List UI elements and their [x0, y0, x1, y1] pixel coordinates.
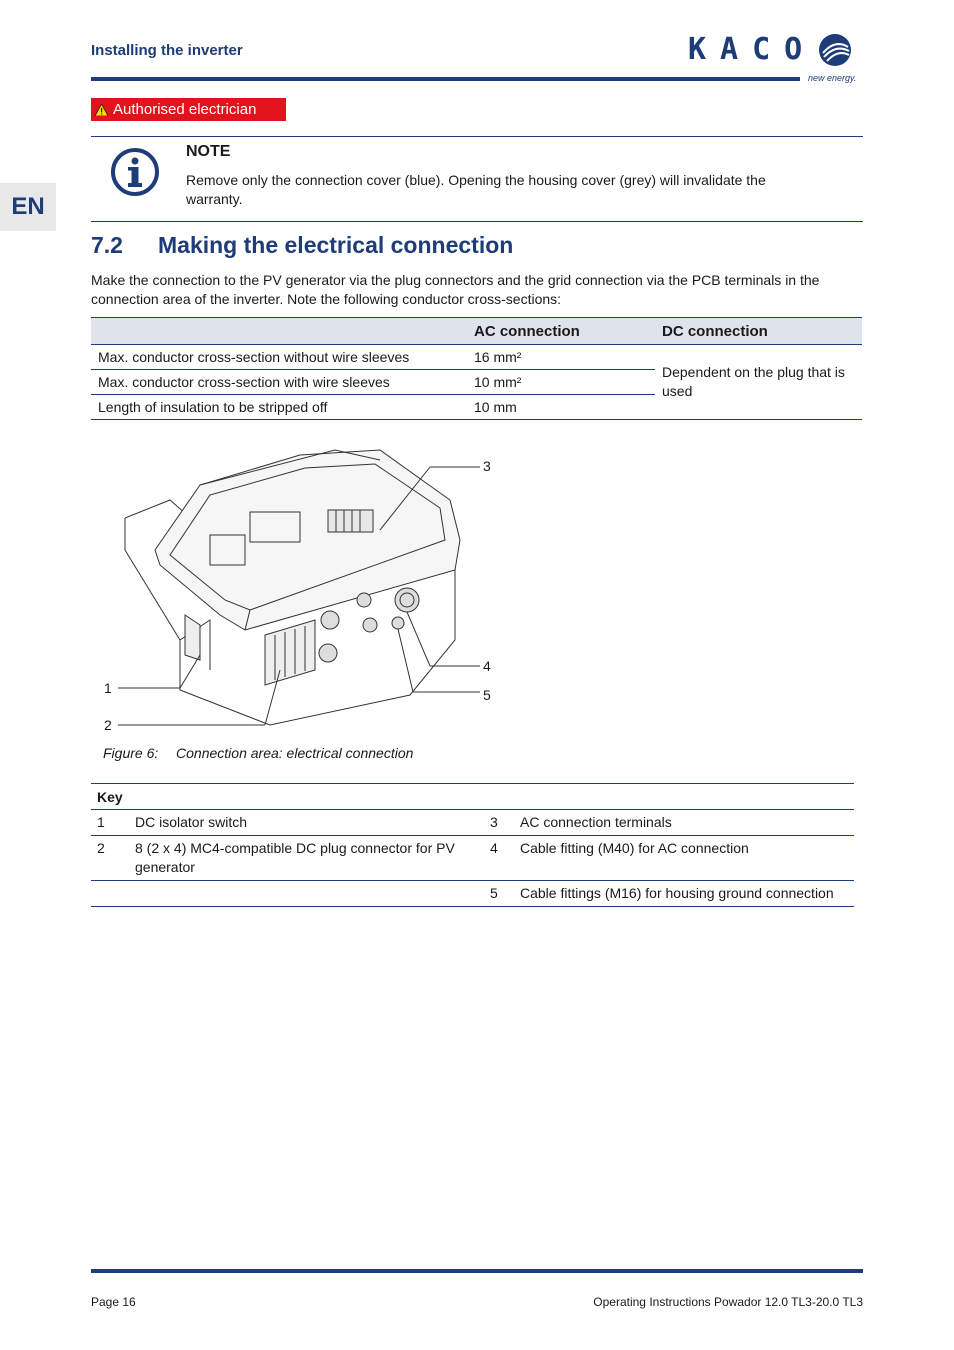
spec-label: Length of insulation to be stripped off: [91, 395, 467, 420]
note-title: NOTE: [186, 143, 231, 160]
header-rule: [91, 77, 800, 81]
key-text: AC connection terminals: [514, 810, 854, 836]
figure-caption: [103, 745, 413, 761]
key-number: 3: [484, 810, 514, 836]
brand-tagline: new energy.: [808, 73, 857, 83]
spec-ac-value: 10 mm: [467, 395, 655, 420]
spec-header-empty: [91, 318, 467, 345]
intro-paragraph: Make the connection to the PV generator via the plug connectors and the grid connection via the PCB terminals in the connection area of the inverter. Note the following conductor cross-sections:: [91, 272, 820, 307]
key-number: 1: [91, 810, 129, 836]
key-text: DC isolator switch: [129, 810, 484, 836]
inverter-connection-drawing: [100, 440, 500, 740]
kaco-swirl-icon: [818, 33, 852, 67]
callout-5: 5: [483, 687, 491, 703]
spec-ac-value: 10 mm²: [467, 370, 655, 395]
key-text: 8 (2 x 4) MC4-compatible DC plug connector for PV generator: [129, 836, 484, 881]
badge-label: Authorised electrician: [113, 101, 257, 118]
table-row: [91, 881, 854, 907]
footer-rule: [91, 1269, 863, 1273]
table-row: [91, 345, 862, 370]
document-title: Operating Instructions Powador 12.0 TL3-20.0 TL3: [593, 1295, 863, 1309]
spec-dc-value: Dependent on the plug that is used: [655, 345, 862, 420]
key-number: 4: [484, 836, 514, 881]
brand-logo: KACO: [688, 32, 817, 67]
section-number: 7.2: [91, 232, 123, 258]
spec-header-dc: DC connection: [655, 318, 862, 345]
page-number: Page 16: [91, 1295, 136, 1309]
key-text: Cable fitting (M40) for AC connection: [514, 836, 854, 881]
warning-triangle-icon: [95, 104, 108, 116]
key-number: 2: [91, 836, 129, 881]
spec-label: Max. conductor cross-section without wire sleeves: [91, 345, 467, 370]
running-header: Installing the inverter: [91, 42, 243, 59]
table-row: [91, 836, 854, 881]
figure-caption-label: Figure 6:: [103, 745, 159, 761]
spec-ac-value: 16 mm²: [467, 345, 655, 370]
callout-1: 1: [104, 680, 112, 696]
key-text: Cable fittings (M16) for housing ground connection: [514, 881, 854, 907]
spec-label: Max. conductor cross-section with wire sleeves: [91, 370, 467, 395]
key-table: [91, 783, 854, 907]
section-title: Making the electrical connection: [158, 232, 514, 258]
key-header: Key: [91, 784, 854, 810]
note-text: Remove only the connection cover (blue). Opening the housing cover (grey) will invalidate the warranty.: [186, 172, 766, 207]
info-icon: [110, 147, 160, 197]
figure-caption-text: Connection area: electrical connection: [176, 745, 414, 761]
spec-header-ac: AC connection: [467, 318, 655, 345]
authorised-electrician-badge: [91, 98, 286, 121]
cross-section-table: [91, 317, 862, 420]
language-tab: EN: [0, 183, 56, 231]
callout-4: 4: [483, 658, 491, 674]
key-number: [91, 881, 129, 907]
key-number: 5: [484, 881, 514, 907]
callout-2: 2: [104, 717, 112, 733]
table-row: [91, 810, 854, 836]
key-text: [129, 881, 484, 907]
callout-3: 3: [483, 458, 491, 474]
